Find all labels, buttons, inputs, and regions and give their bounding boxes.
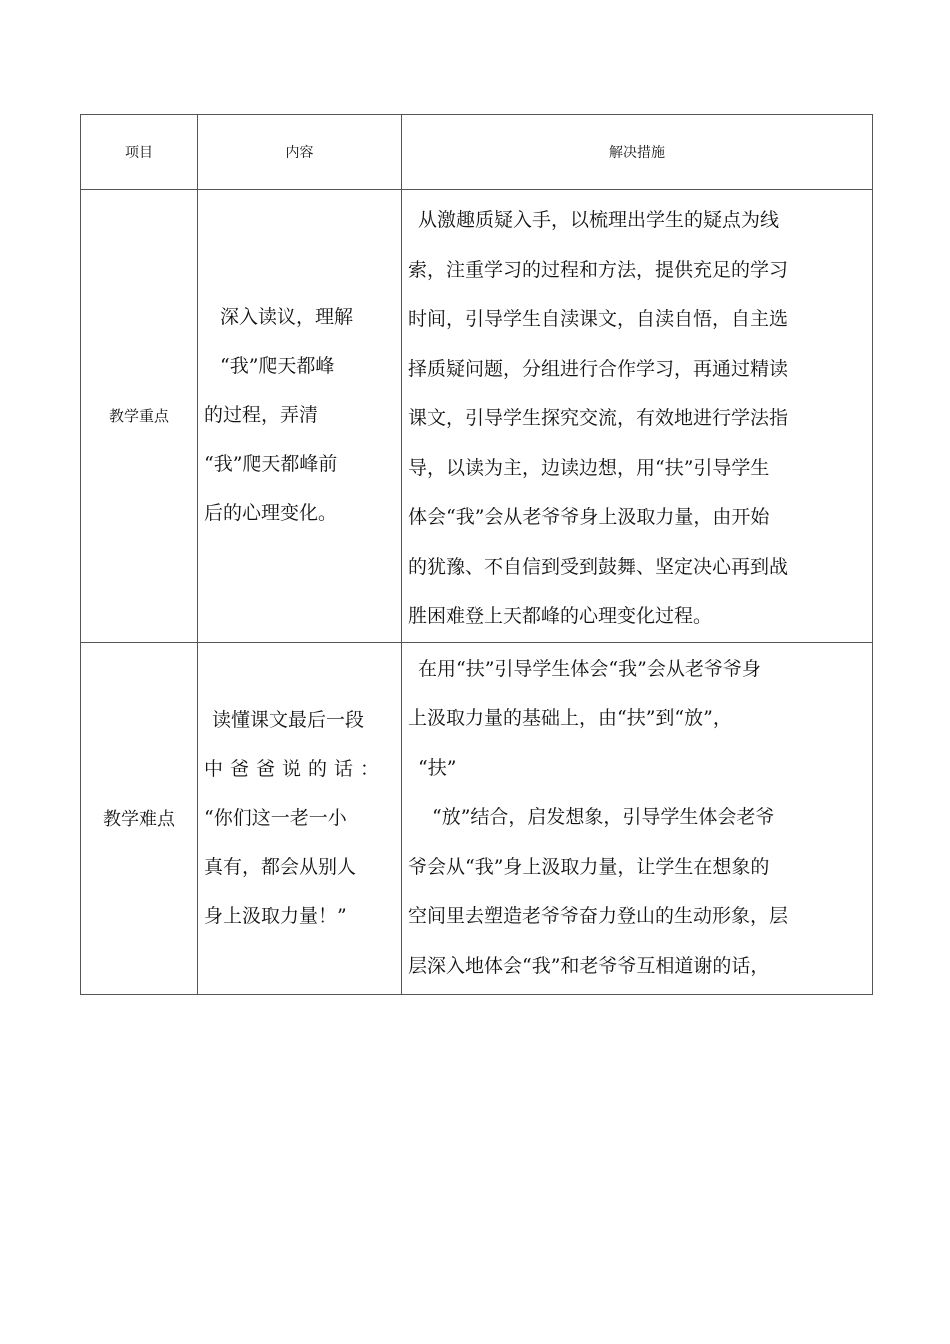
focus-measure-line: 课文，引导学生探究交流，有效地进行学法指	[408, 407, 789, 429]
focus-content-line: “我”爬天都峰前	[204, 453, 338, 476]
focus-content-line: 的过程，弄清	[204, 404, 319, 427]
difficulty-measure-line: 上汲取力量的基础上，由“扶”到“放”，	[408, 707, 732, 729]
table-row-teaching-focus	[81, 190, 873, 643]
focus-measure-line: 的犹豫、不自信到受到鼓舞、坚定决心再到战	[408, 555, 789, 578]
lesson-plan-table	[80, 114, 873, 995]
difficulty-measure-line: 爷会从“我”身上汲取力量，让学生在想象的	[408, 855, 770, 878]
difficulty-content-line: “你们这一老一小	[204, 806, 347, 829]
focus-measure-line: 胜困难登上天都峰的心理变化过程。	[408, 605, 713, 627]
difficulty-content-line: 真有，都会从别人	[204, 855, 357, 878]
focus-measure-line: 时间，引导学生自渎课文，自渎自悟，自主选	[408, 308, 789, 330]
table-row-teaching-difficulty	[81, 642, 873, 994]
difficulty-measure-line: 在用“扶”引导学生体会“我”会从老爷爷身	[418, 657, 761, 680]
header-content: 内容	[198, 115, 402, 190]
difficulty-content-line: 读懂课文最后一段	[212, 708, 365, 731]
difficulty-measure-line: 层深入地体会“我”和老爷爷互相道谢的话，	[408, 954, 770, 977]
focus-measure-line: 择质疑问题，分组进行合作学习，再通过精读	[408, 357, 789, 380]
difficulty-content-cell	[198, 642, 402, 994]
row-label-teaching-difficulty: 教学难点	[81, 642, 198, 994]
header-measures: 解决措施	[402, 115, 873, 190]
header-item: 项目	[81, 115, 198, 190]
focus-content-line: 后的心理变化。	[204, 502, 338, 525]
table-header-row	[81, 115, 873, 190]
focus-measures-cell	[402, 190, 873, 643]
focus-content-line: “我”爬天都峰	[220, 355, 335, 378]
focus-measure-line: 索，注重学习的过程和方法，提供充足的学习	[408, 258, 789, 281]
difficulty-measure-line: “扶”	[418, 756, 457, 779]
focus-measure-line: 导，以读为主，边读边想，用“扶”引导学生	[408, 456, 770, 479]
difficulty-measures-cell	[402, 642, 873, 994]
difficulty-content-line: 身上汲取力量！”	[204, 904, 347, 927]
focus-content-cell	[198, 190, 402, 643]
focus-measure-line: 体会“我”会从老爷爷身上汲取力量，由开始	[408, 506, 770, 528]
difficulty-measure-line: 空间里去塑造老爷爷奋力登山的生动形象，层	[408, 905, 789, 927]
focus-measure-line: 从激趣质疑入手，以梳理出学生的疑点为线	[418, 209, 780, 231]
difficulty-content-line: 中爸爸说的话：	[204, 757, 387, 780]
row-label-teaching-focus: 教学重点	[81, 190, 198, 643]
focus-content-line: 深入读议，理解	[220, 306, 354, 329]
difficulty-measure-line: “放”结合，启发想象，引导学生体会老爷	[432, 806, 775, 828]
